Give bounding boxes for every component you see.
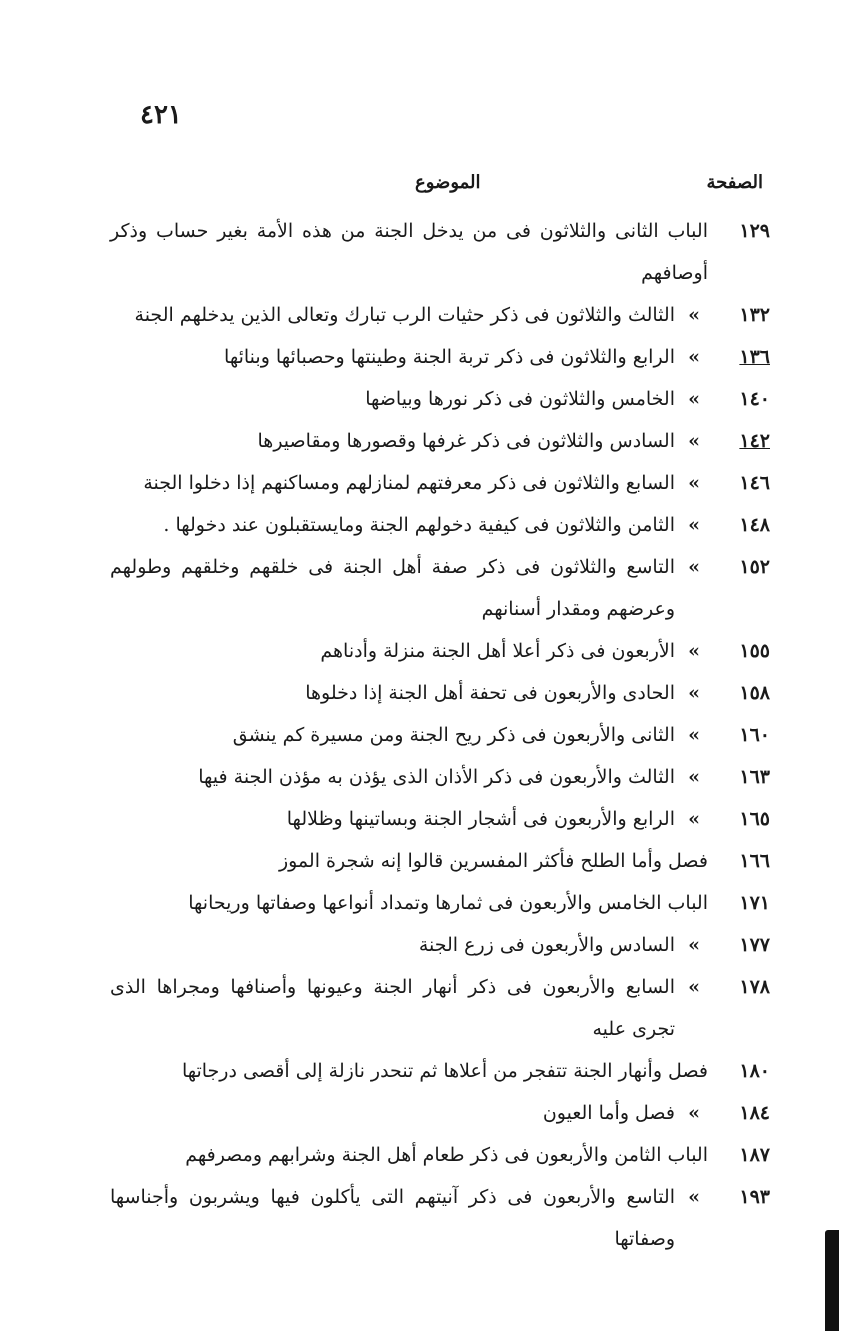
ditto-mark: »: [688, 976, 700, 998]
toc-entry: [110, 840, 770, 882]
toc-entry-title: فصل وأما العيون: [542, 1102, 675, 1124]
toc-page-number: ١٤٠: [739, 388, 770, 410]
toc-entry: [110, 966, 770, 1050]
toc-entry: [110, 1050, 770, 1092]
toc-entry-title: السابع والثلاثون فى ذكر معرفتهم لمنازلهم ومساكنهم إذا دخلوا الجنة: [143, 472, 675, 494]
toc-entry: [110, 546, 770, 630]
toc-page-number: ١٢٩: [739, 220, 770, 242]
ditto-mark: »: [688, 1186, 700, 1208]
toc-entry: [110, 756, 770, 798]
toc-entry: [110, 672, 770, 714]
toc-entry-title: الأربعون فى ذكر أعلا أهل الجنة منزلة وأدناهم: [320, 640, 675, 662]
toc-page-number: ١٤٦: [739, 472, 770, 494]
ditto-mark: »: [688, 388, 700, 410]
toc-entry-title: التاسع والأربعون فى ذكر آنيتهم التى يأكلون فيها ويشربون وأجناسها وصفاتها: [110, 1186, 675, 1250]
toc-entry: [110, 1176, 770, 1260]
toc-page-number: ١٣٦: [739, 346, 770, 368]
ditto-mark: »: [688, 1102, 700, 1124]
ditto-mark: »: [688, 556, 700, 578]
toc-entry: [110, 1092, 770, 1134]
ditto-mark: »: [688, 514, 700, 536]
ditto-mark: »: [688, 640, 700, 662]
ditto-mark: »: [688, 346, 700, 368]
toc-entry: [110, 210, 770, 294]
column-headers: [0, 172, 845, 202]
ditto-mark: »: [688, 304, 700, 326]
toc-entry-title: الباب الثانى والثلاثون فى من يدخل الجنة من هذه الأمة بغير حساب وذكر أوصافهم: [110, 220, 708, 284]
page-column-header: الصفحة: [706, 172, 763, 193]
toc-page-number: ١٨٠: [739, 1060, 770, 1082]
toc-entry: [110, 294, 770, 336]
ditto-mark: »: [688, 430, 700, 452]
toc-entry: [110, 630, 770, 672]
toc-entry-title: الباب الخامس والأربعون فى ثمارها وتمداد أنواعها وصفاتها وريحانها: [188, 892, 708, 914]
toc-page-number: ١٦٥: [739, 808, 770, 830]
toc-entry-title: فصل وأنهار الجنة تتفجر من أعلاها ثم تنحدر نازلة إلى أقصى درجاتها: [181, 1060, 708, 1082]
toc-entry: [110, 882, 770, 924]
toc-entry-title: السادس والثلاثون فى ذكر غرفها وقصورها ومقاصيرها: [257, 430, 675, 452]
toc-entry-title: الثالث والثلاثون فى ذكر حثيات الرب تبارك وتعالى الذين يدخلهم الجنة: [134, 304, 675, 326]
toc-entry: [110, 504, 770, 546]
ditto-mark: »: [688, 682, 700, 704]
toc-entry: [110, 336, 770, 378]
toc-entry-title: الثالث والأربعون فى ذكر الأذان الذى يؤذن به مؤذن الجنة فيها: [198, 766, 675, 788]
toc-page-number: ١٤٨: [739, 514, 770, 536]
ditto-mark: »: [688, 934, 700, 956]
page-edge-shadow: [825, 1230, 839, 1331]
toc-entry: [110, 714, 770, 756]
toc-page-number: ١٦٦: [739, 850, 770, 872]
toc-page-number: ١٦٠: [739, 724, 770, 746]
toc-entry-title: الباب الثامن والأربعون فى ذكر طعام أهل الجنة وشرابهم ومصرفهم: [185, 1144, 708, 1166]
toc-page-number: ١٦٣: [739, 766, 770, 788]
toc-page-number: ١٥٨: [739, 682, 770, 704]
toc-page-number: ١٧١: [739, 892, 770, 914]
ditto-mark: »: [688, 724, 700, 746]
toc-entry-title: الخامس والثلاثون فى ذكر نورها وبياضها: [365, 388, 675, 410]
toc-page-number: ١٥٢: [739, 556, 770, 578]
toc-entry-title: الحادى والأربعون فى تحفة أهل الجنة إذا دخلوها: [305, 682, 675, 704]
toc-page-number: ١٥٥: [739, 640, 770, 662]
toc-page-number: ١٣٢: [739, 304, 770, 326]
toc-entry-title: فصل وأما الطلح فأكثر المفسرين قالوا إنه شجرة الموز: [278, 850, 708, 872]
toc-entry-title: السابع والأربعون فى ذكر أنهار الجنة وعيونها وأصنافها ومجراها الذى تجرى عليه: [110, 976, 675, 1040]
toc-entry-title: الرابع والثلاثون فى ذكر تربة الجنة وطينتها وحصبائها وبنائها: [224, 346, 675, 368]
ditto-mark: »: [688, 766, 700, 788]
toc-entry-title: السادس والأربعون فى زرع الجنة: [418, 934, 675, 956]
toc-entry-title: الثامن والثلاثون فى كيفية دخولهم الجنة ومايستقبلون عند دخولها .: [163, 514, 675, 536]
toc-page-number: ١٧٧: [739, 934, 770, 956]
topic-column-header: الموضوع: [415, 172, 481, 193]
toc-entry: [110, 420, 770, 462]
page-number: ٤٢١: [140, 100, 182, 130]
toc-entry-title: الرابع والأربعون فى أشجار الجنة وبساتينها وظلالها: [286, 808, 675, 830]
toc-page-number: ١٩٣: [739, 1186, 770, 1208]
toc-entry: [110, 1134, 770, 1176]
toc-entry-title: الثانى والأربعون فى ذكر ريح الجنة ومن مسيرة كم ينشق: [232, 724, 675, 746]
toc-page-number: ١٨٧: [739, 1144, 770, 1166]
ditto-mark: »: [688, 472, 700, 494]
toc-entry-title: التاسع والثلاثون فى ذكر صفة أهل الجنة فى خلقهم وخلقهم وطولهم وعرضهم ومقدار أسنانهم: [110, 556, 675, 620]
toc-page-number: ١٨٤: [739, 1102, 770, 1124]
toc-page-number: ١٧٨: [739, 976, 770, 998]
ditto-mark: »: [688, 808, 700, 830]
toc-entry: [110, 924, 770, 966]
toc-entry: [110, 462, 770, 504]
table-of-contents: [110, 210, 770, 1260]
toc-entry: [110, 798, 770, 840]
toc-page-number: ١٤٢: [739, 430, 770, 452]
toc-entry: [110, 378, 770, 420]
